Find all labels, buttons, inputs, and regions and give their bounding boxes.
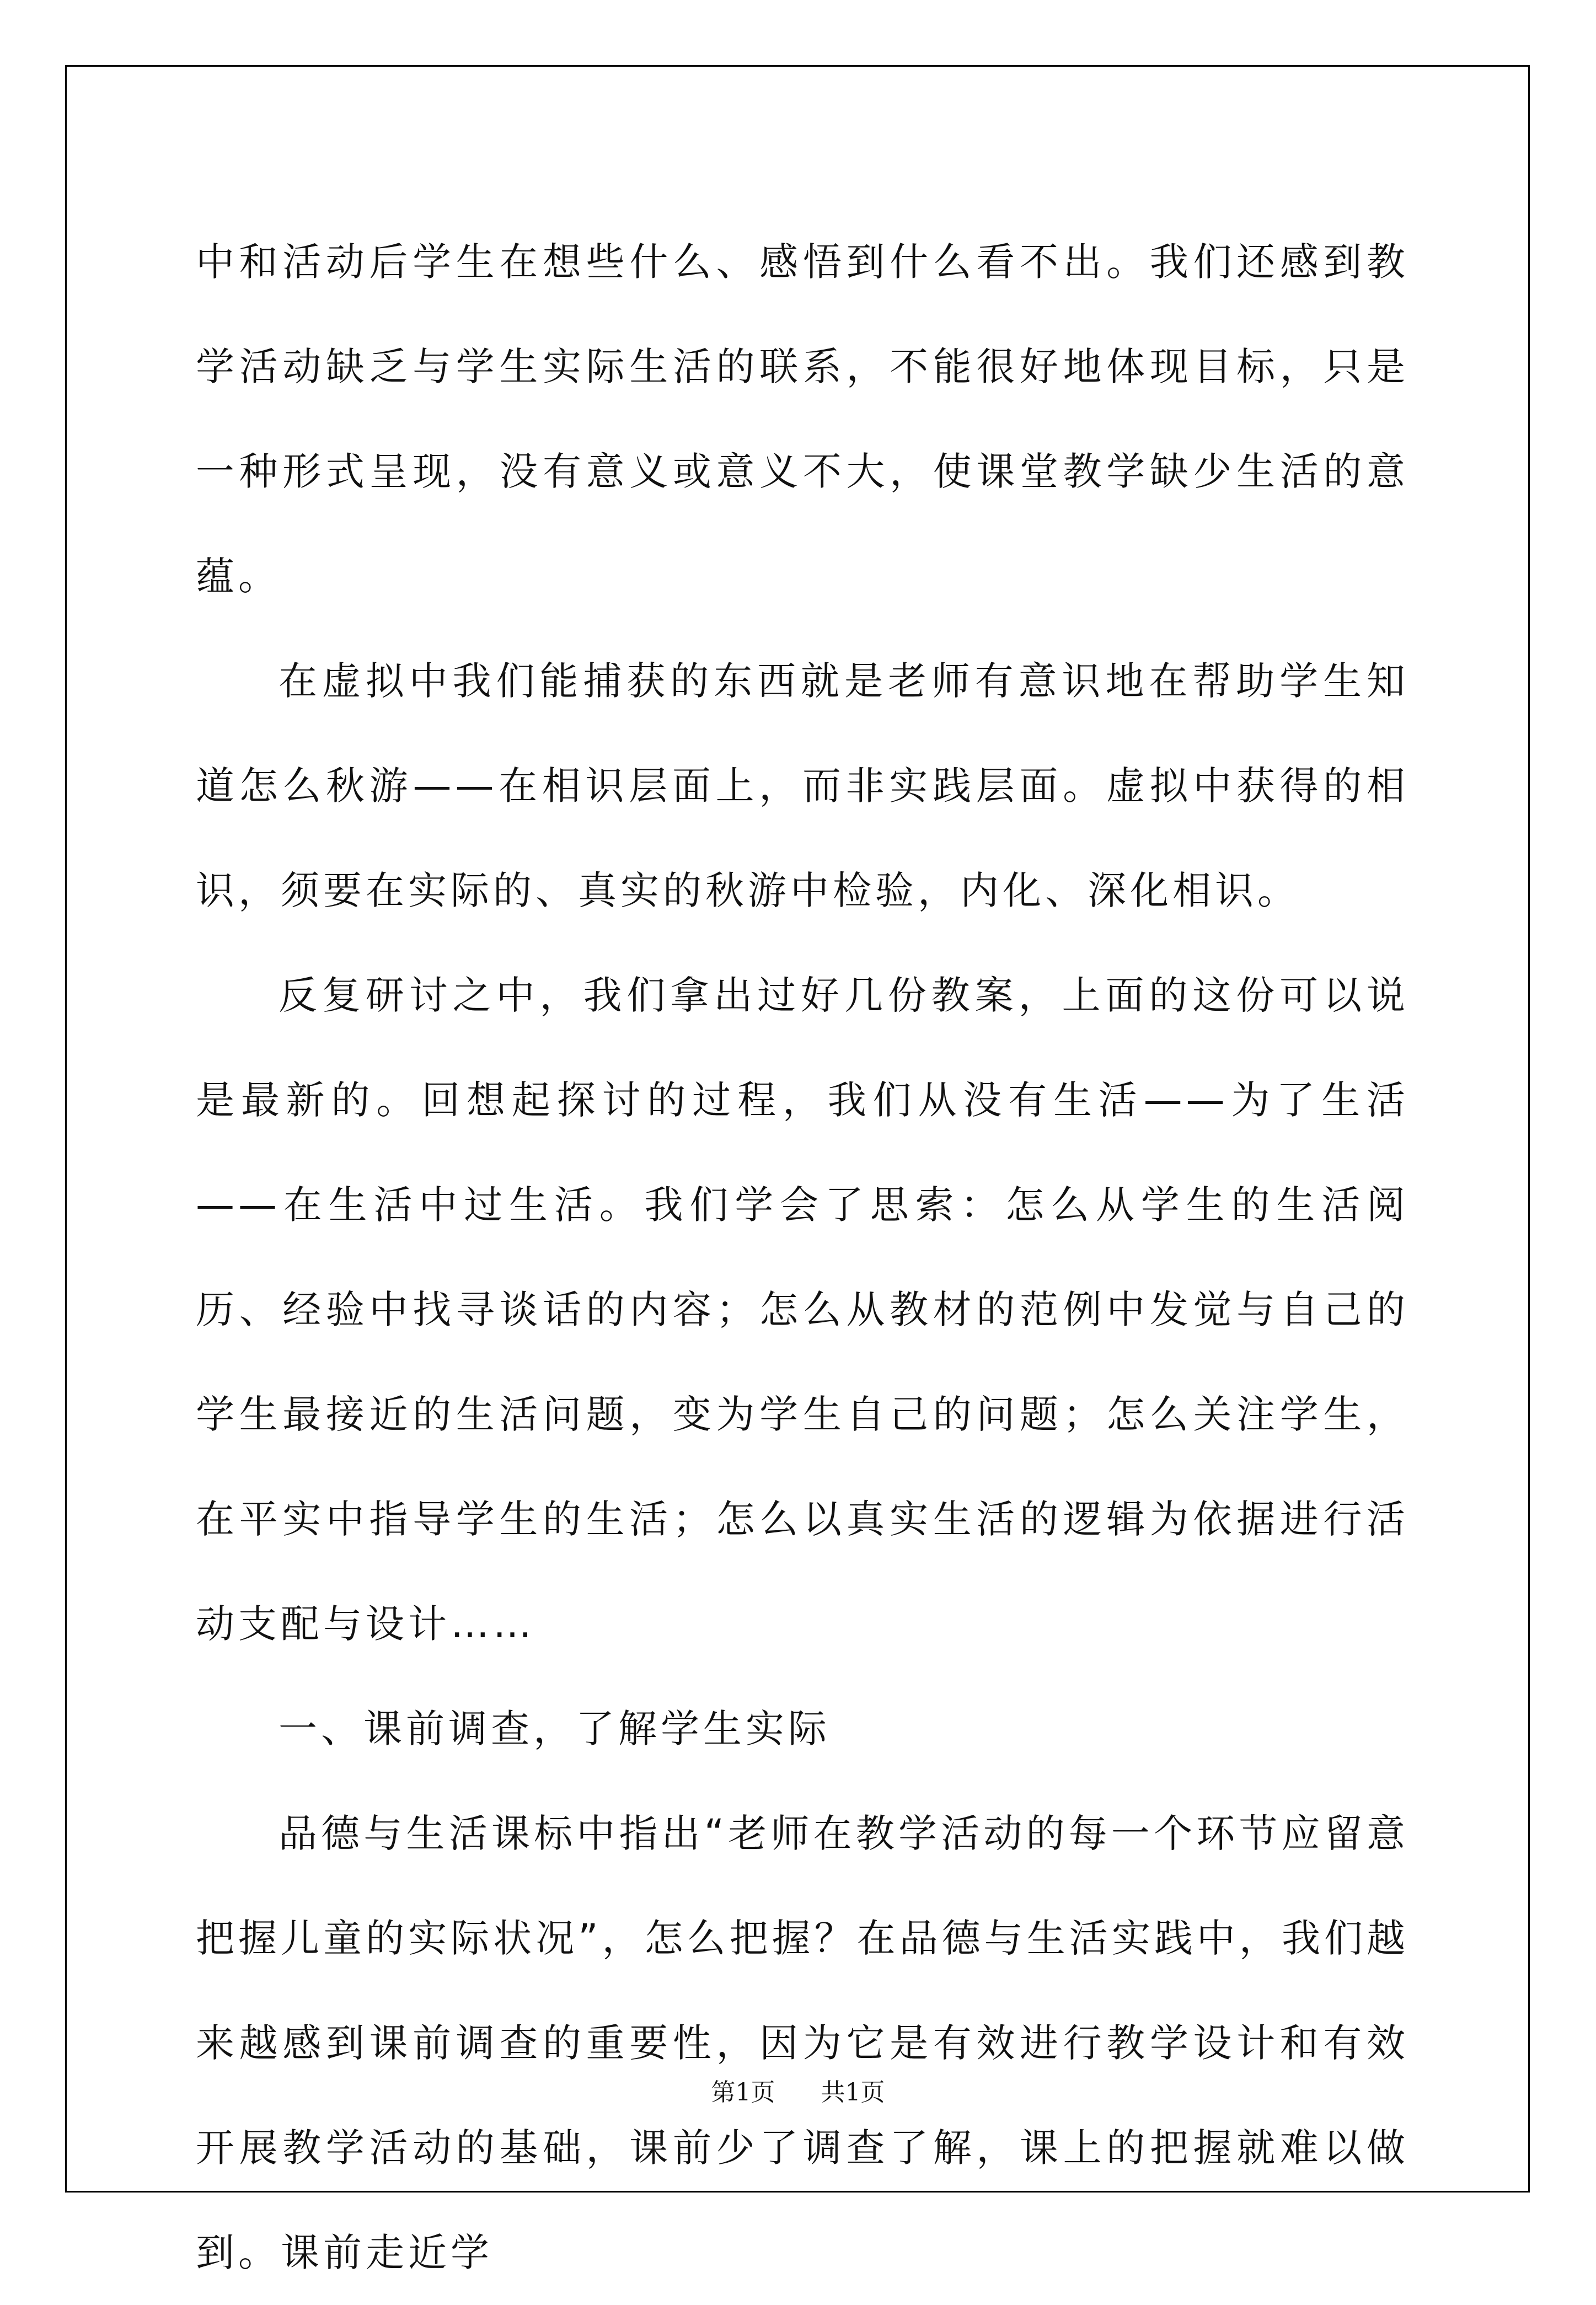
paragraph-3: 反复研讨之中，我们拿出过好几份教案，上面的这份可以说是最新的。回想起探讨的过程，我们从没有生活——为了生活——在生活中过生活。我们学会了思索：怎么从学生的生活阅历、经验中找寻谈话的内容；怎么从教材的范例中发觉与自己的学生最接近的生活问题，变为学生自己的问题；怎么关注学生，在平实中指导学生的生活；怎么以真实生活的逻辑为依据进行活动支配与设计…… xyxy=(196,973,1409,1647)
paragraph-2: 在虚拟中我们能捕获的东西就是老师有意识地在帮助学生知道怎么秋游——在相识层面上，而非实践层面。虚拟中获得的相识，须要在实际的、真实的秋游中检验，内化、深化相识。 xyxy=(196,658,1409,913)
page-footer xyxy=(0,2072,1596,2108)
document-body xyxy=(196,210,1409,2305)
section-heading: 一、课前调查，了解学生实际 xyxy=(279,1706,831,1751)
page-total: 共1页 xyxy=(821,2078,885,2106)
paragraph-4: 品德与生活课标中指出“老师在教学活动的每一个环节应留意把握儿童的实际状况”，怎么把握？在品德与生活实践中，我们越来越感到课前调查的重要性，因为它是有效进行教学设计和有效开展教学活动的基础，课前少了调查了解，课上的把握就难以做到。课前走近学 xyxy=(196,1811,1409,2275)
page-number: 第1页 xyxy=(711,2078,775,2106)
paragraph-1: 中和活动后学生在想些什么、感悟到什么看不出。我们还感到教学活动缺乏与学生实际生活的联系，不能很好地体现目标，只是一种形式呈现，没有意义或意义不大，使课堂教学缺少生活的意蕴。 xyxy=(196,239,1409,599)
